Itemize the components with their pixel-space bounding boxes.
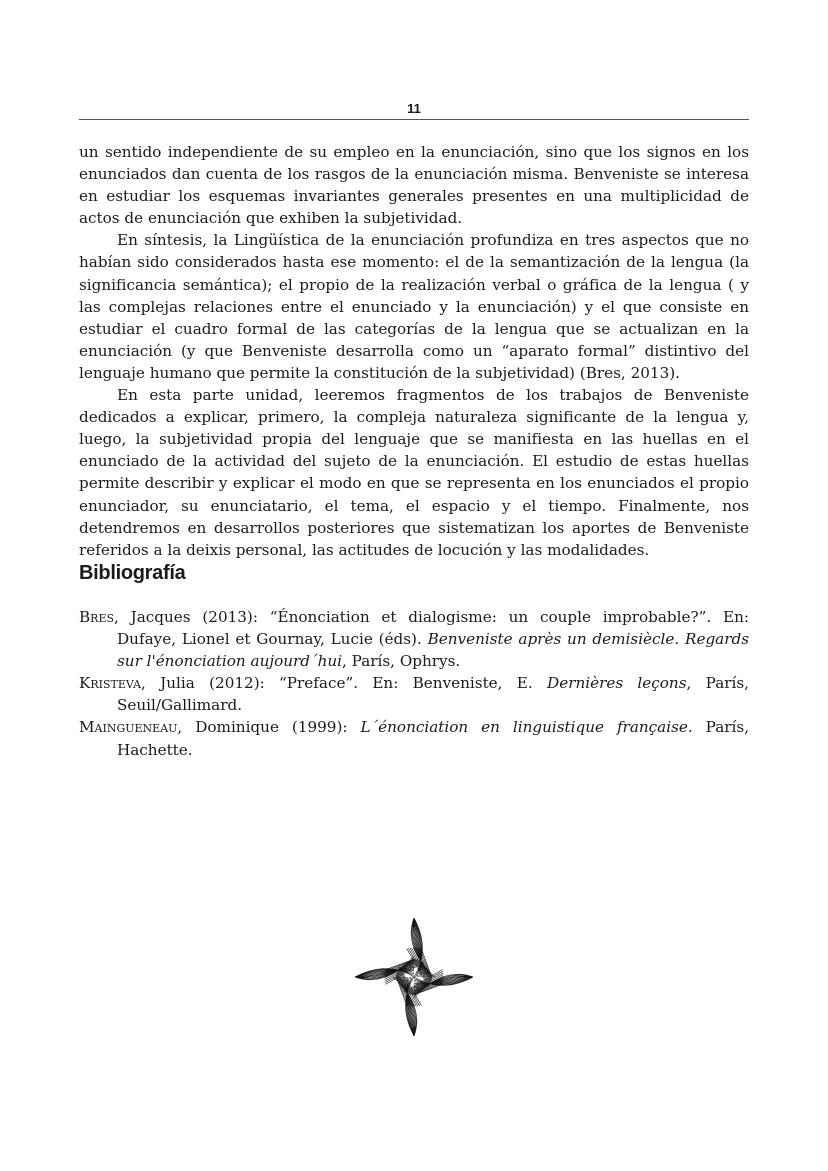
- paragraph: un sentido independiente de su empleo en la enunciación, sino que los signos en los enunciados dan cuenta de los rasgos de la enunciación misma. Benveniste se interesa en estudiar los esquemas invariantes generales presentes en una multiplicidad de actos de enunciación que exhiben la subjetividad.: [79, 143, 749, 228]
- entry-tail: , París, Ophrys.: [342, 652, 461, 671]
- entry-text: , Julia (2012): “Preface”. En: Benveniste, E.: [141, 674, 548, 693]
- entry-tail: . París, Hachette.: [117, 718, 749, 759]
- header-rule: [79, 119, 749, 120]
- bibliography-entry: [79, 716, 749, 760]
- work-title: L´énonciation en linguistique française: [360, 718, 688, 737]
- paragraph: En esta parte unidad, leeremos fragmentos de los trabajos de Benveniste dedicados a explicar, primero, la compleja naturaleza significante de la lengua y, luego, la subjetividad propia del lenguaje que se manifiesta en las huellas en el enunciado de la actividad del sujeto de la enunciación. El estudio de estas huellas permite describir y explicar el modo en que se representa en los enunciados el propio enunciador, su enunciatario, el tema, el espacio y el tiempo. Finalmente, nos detendremos en desarrollos posteriores que sistematizan los aportes de Benveniste referidos a la deixis personal, las actitudes de locución y las modalidades.: [79, 386, 749, 559]
- body-text: [79, 141, 749, 561]
- entry-tail: , París, Seuil/Gallimard.: [117, 674, 749, 715]
- bibliography-entry: [79, 606, 749, 672]
- author-surname: Kristeva: [79, 674, 142, 693]
- work-title: Dernières leçons: [547, 674, 687, 693]
- spirograph-star-icon: [353, 916, 475, 1038]
- page-number: 11: [407, 101, 421, 116]
- bibliography-entry: [79, 672, 749, 716]
- author-surname: Maingueneau: [79, 718, 178, 737]
- entry-text: , Jacques (2013): “Énonciation et dialogisme: un couple improbable?”. En: Dufaye, Lionel et Gournay, Lucie (éds).: [114, 608, 749, 649]
- author-surname: Bres: [79, 608, 115, 626]
- entry-text: , Dominique (1999):: [177, 718, 361, 737]
- bibliography-list: [79, 606, 749, 761]
- work-title: Benveniste après un demisiècle. Regards sur l'énonciation aujourd´hui: [117, 630, 749, 671]
- section-heading: Bibliografía: [79, 562, 186, 584]
- paragraph: En síntesis, la Lingüística de la enunciación profundiza en tres aspectos que no habían sido considerados hasta ese momento: el de la semantización de la lengua (la significancia semántica); el propio de la realización verbal o gráfica de la lengua ( y las complejas relaciones entre el enunciado y la enunciación) y el que consiste en estudiar el cuadro formal de las categorías de la lengua que se actualizan en la enunciación (y que Benveniste desarrolla como un “aparato formal” distintivo del lenguaje humano que permite la constitución de la subjetividad) (Bres, 2013).: [79, 231, 749, 382]
